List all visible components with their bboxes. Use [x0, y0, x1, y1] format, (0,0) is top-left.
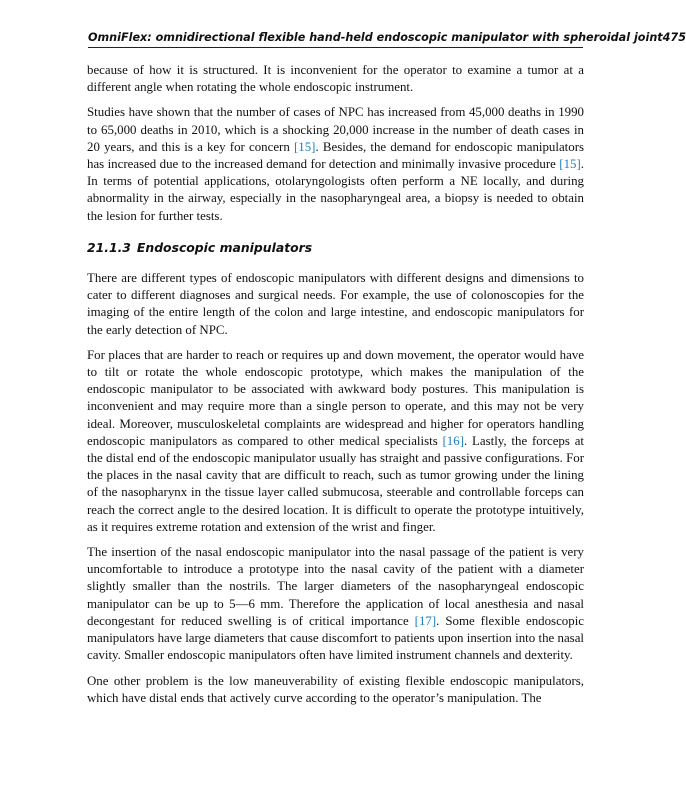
running-title: OmniFlex: omnidirectional flexible hand-held endoscopic manipulator with spheroidal joint [88, 31, 663, 44]
running-header [88, 31, 686, 48]
citation-link[interactable]: [15] [559, 157, 581, 172]
citation-link[interactable]: [16] [442, 433, 464, 448]
paragraph-continued: because of how it is structured. It is inconvenient for the operator to examine a tumor at a different angle when rotating the whole endoscopic instrument. [87, 63, 584, 95]
paragraph-manipulation [87, 347, 584, 536]
body-text [87, 62, 584, 715]
citation-link[interactable]: [17] [414, 613, 437, 628]
section-heading [87, 239, 584, 256]
paragraph-npc-statistics [87, 104, 584, 224]
paragraph-maneuverability: One other problem is the low maneuverability of existing flexible endoscopic manipulators, which have distal ends that actively curve according to the operator’s manipulation. The [87, 673, 584, 705]
section-title: Endoscopic manipulators [136, 239, 313, 255]
page-number: 475 [662, 31, 686, 44]
paragraph-text: . In terms of potential applications, otolaryngologists often perform a NE locally, and during abnormality in the airway, especially in the nasopharyngeal area, a biopsy is needed to obtain the lesion for further tests. [87, 157, 584, 223]
paragraph-insertion [87, 544, 584, 664]
paragraph-text: The insertion of the nasal endoscopic manipulator into the nasal passage of the patient is very uncomfortable to introduce a prototype into the nasal cavity of the patient with a diameter slightly smaller than the nostrils. The larger diameters of the nasopharyngeal endoscopic manipulator can be up to 5—6 mm. Therefore the application of local anesthesia and nasal decongestant for reduced swelling is of critical importance [87, 545, 584, 628]
paragraph-text: . Some flexible endoscopic manipulators have large diameters that cause discomfort to patients upon insertion into the nasal cavity. Smaller endoscopic manipulators often have limited instrument channels and dexterity. [87, 613, 584, 663]
paragraph-text: For places that are harder to reach or requires up and down movement, the operator would have to tilt or rotate the whole endoscopic prototype, which makes the manipulation of the endoscopic manipulator to be associated with awkward body postures. This manipulation is inconvenient and may require more than a single person to operate, and this may not be very ideal. Moreover, musculoskeletal complaints are widespread and higher for operators handling endoscopic manipulators as compared to other medical specialists [87, 347, 584, 448]
paragraph-types: There are different types of endoscopic manipulators with different designs and dimensions to cater to different diagnoses and surgical needs. For example, the use of colonoscopies for the imaging of the entire length of the colon and large intestine, and endoscopic manipulators for the early detection of NPC. [87, 271, 584, 337]
paragraph-text: . Besides, the demand for endoscopic manipulators has increased due to the increased demand for detection and minimally invasive procedure [87, 139, 585, 172]
paragraph-text: . Lastly, the forceps at the distal end of the endoscopic manipulator usually has straight and passive configurations. For the places in the nasal cavity that are difficult to reach, such as tumor growing under the lining of the nasopharynx in the tissue layer called submucosa, steerable and controllable forceps can reach the correct angle to the desired location. It is difficult to operate the prototype intuitively, as it requires extreme rotation and extension of the wrist and finger. [87, 433, 584, 534]
section-number: 21.1.3 [87, 239, 131, 255]
citation-link[interactable]: [15] [293, 139, 316, 154]
paragraph-text: Studies have shown that the number of cases of NPC has increased from 45,000 deaths in 1990 to 65,000 deaths in 2010, which is a shocking 20,000 increase in the number of death cases in 20 years, and this is a key for concern [87, 105, 584, 154]
